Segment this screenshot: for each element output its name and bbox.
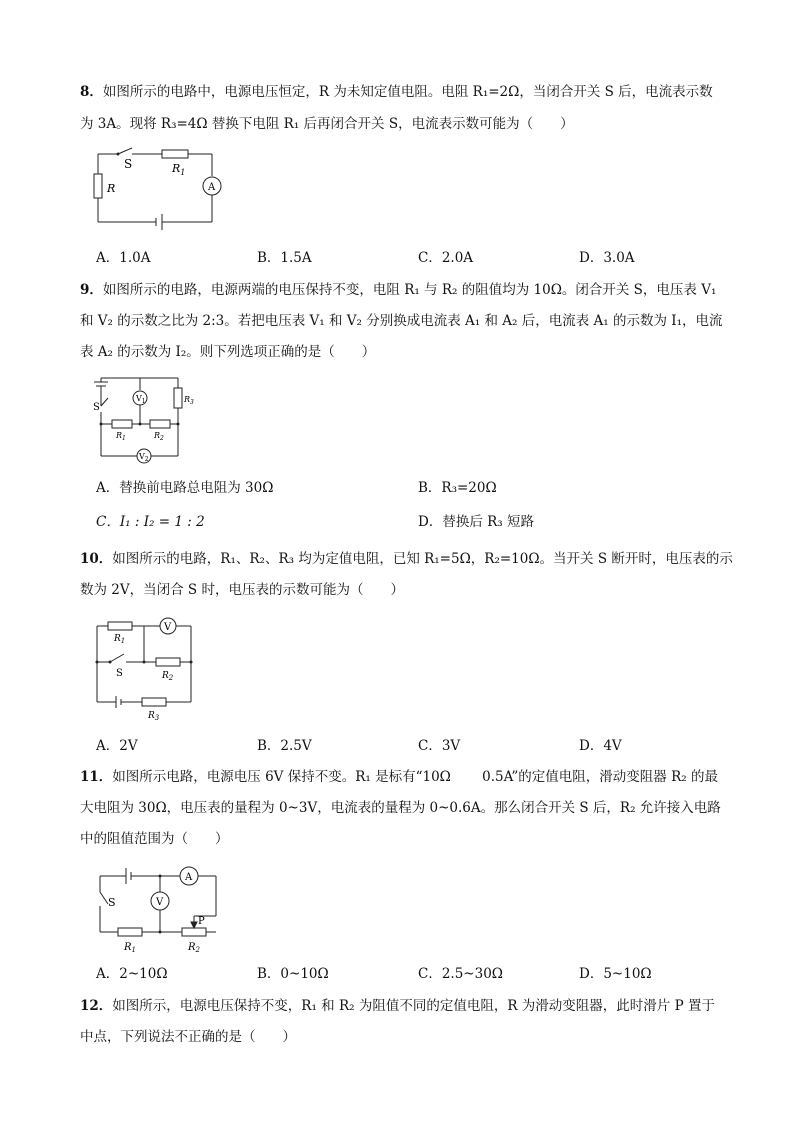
q10-option-c[interactable]: C．3V xyxy=(418,738,461,754)
q11-switch-label: S xyxy=(108,896,116,909)
q11-voltmeter-label: V xyxy=(156,897,164,908)
q8-number: 8． xyxy=(80,84,103,100)
q9-text1: 如图所示的电路，电源两端的电压保持不变，电阻 R₁ 与 R₂ 的阻值均为 10Ω。闭合开关 S，电压表 V₁ xyxy=(102,282,717,298)
q9-line3: 表 A₂ 的示数为 I₂。则下列选项正确的是（ ） xyxy=(80,344,376,360)
svg-text:R1: $R_1$ xyxy=(124,942,136,954)
q8-line1 xyxy=(80,82,713,102)
q10-voltmeter-label: V xyxy=(164,622,172,633)
q9-line1 xyxy=(80,280,716,300)
svg-text:V2: $V_2$ xyxy=(139,452,149,463)
q10-switch-label: S xyxy=(116,668,123,679)
q11-r2-label: R xyxy=(188,942,196,953)
q9-v1-label: V xyxy=(136,394,142,403)
q11-option-c[interactable]: C．2.5~30Ω xyxy=(418,966,503,982)
q9-r2-label: R xyxy=(154,431,161,440)
q11-option-d[interactable]: D．5~10Ω xyxy=(579,966,652,982)
q9-r1-label: R xyxy=(116,431,123,440)
svg-text:R3: $R_3$ xyxy=(184,395,194,406)
q11-text1: 如图所示电路，电源电压 6V 保持不变。R₁ 是标有“10Ω 0.5A”的定值电阻，滑动变阻器 R₂ 的最 xyxy=(112,769,718,785)
q10-r1-label: R xyxy=(114,634,121,644)
q9-v2-label: V xyxy=(139,452,145,461)
q10-option-d[interactable]: D．4V xyxy=(579,738,622,754)
q11-option-a[interactable]: A．2~10Ω xyxy=(96,966,168,982)
q8-switch-label: S xyxy=(124,157,133,171)
q10-r3-label: R xyxy=(148,711,155,721)
q11-ammeter-label: A xyxy=(185,872,193,883)
q9-number: 9． xyxy=(80,282,103,298)
q8-ammeter-label: A xyxy=(208,182,216,193)
q8-text1: 如图所示的电路中，电源电压恒定，R 为未知定值电阻。电阻 R₁=2Ω，当闭合开关 S 后，电流表示数 xyxy=(102,84,713,100)
svg-text:R1: $R_1$ xyxy=(114,634,126,645)
q11-line2: 大电阻为 30Ω，电压表的量程为 0~3V，电流表的量程为 0~0.6A。那么闭合开关 S 后，R₂ 允许接入电路 xyxy=(80,800,721,816)
q12-number: 12． xyxy=(80,998,113,1014)
svg-text:R1: $R_1$ xyxy=(116,431,126,442)
q12-line2: 中点，下列说法不正确的是（ ） xyxy=(80,1029,296,1045)
q12-line1 xyxy=(80,996,715,1016)
q9-option-a[interactable]: A．替换前电路总电阻为 30Ω xyxy=(96,480,274,496)
q8-r1-label: R xyxy=(172,162,181,175)
q11-circuit-diagram xyxy=(96,860,222,954)
q10-circuit-diagram xyxy=(94,614,198,722)
q9-line2: 和 V₂ 的示数之比为 2:3。若把电压表 V₁ 和 V₂ 分别换成电流表 A₁ 和 A₂ 后，电流表 A₁ 的示数为 I₁，电流 xyxy=(80,313,723,329)
q10-option-a[interactable]: A．2V xyxy=(96,738,138,754)
svg-text:R2: $R_2$ xyxy=(162,671,174,682)
q8-option-b[interactable]: B．1.5A xyxy=(257,250,312,266)
q9-option-d[interactable]: D．替换后 R₃ 短路 xyxy=(418,514,534,530)
q11-slider-label: P xyxy=(198,916,205,927)
svg-text:R2: $R_2$ xyxy=(154,431,164,442)
q11-line3: 中的阻值范围为（ ） xyxy=(80,831,229,847)
q11-r1-label: R xyxy=(124,942,132,953)
q11-number: 11． xyxy=(80,769,113,785)
svg-text:R2: $R_2$ xyxy=(188,942,200,954)
q8-r-label: R xyxy=(107,182,116,195)
q10-line2: 数为 2V，当闭合 S 时，电压表的示数可能为（ ） xyxy=(80,582,404,598)
q8-option-d[interactable]: D．3.0A xyxy=(579,250,635,266)
q11-option-b[interactable]: B．0~10Ω xyxy=(257,966,329,982)
q8-option-a[interactable]: A．1.0A xyxy=(96,250,151,266)
q12-text1: 如图所示，电源电压保持不变，R₁ 和 R₂ 为阻值不同的定值电阻，R 为滑动变阻器，此时滑片 P 置于 xyxy=(112,998,715,1014)
q9-option-c[interactable]: C．I₁ : I₂ = 1 : 2 xyxy=(96,514,205,530)
q11-line1 xyxy=(80,767,718,787)
q10-line1 xyxy=(80,549,733,569)
q8-line2: 为 3A。现将 R₃=4Ω 替换下电阻 R₁ 后再闭合开关 S，电流表示数可能为（ ） xyxy=(80,116,574,132)
svg-text:V1: $V_1$ xyxy=(136,394,146,405)
q8-option-c[interactable]: C．2.0A xyxy=(418,250,474,266)
svg-text:R1: $R_1$ xyxy=(172,162,186,177)
q8-circuit-diagram xyxy=(90,146,230,230)
q10-text1: 如图所示的电路，R₁、R₂、R₃ 均为定值电阻，已知 R₁=5Ω，R₂=10Ω。当开关 S 断开时，电压表的示 xyxy=(112,551,733,567)
q9-option-b[interactable]: B．R₃=20Ω xyxy=(418,480,497,496)
q9-circuit-diagram xyxy=(92,376,202,468)
svg-text:R3: $R_3$ xyxy=(148,711,160,722)
q10-number: 10． xyxy=(80,551,113,567)
q9-r3-label: R xyxy=(184,395,191,404)
q10-r2-label: R xyxy=(162,671,169,681)
q9-switch-label: S xyxy=(93,402,100,413)
q10-option-b[interactable]: B．2.5V xyxy=(257,738,312,754)
